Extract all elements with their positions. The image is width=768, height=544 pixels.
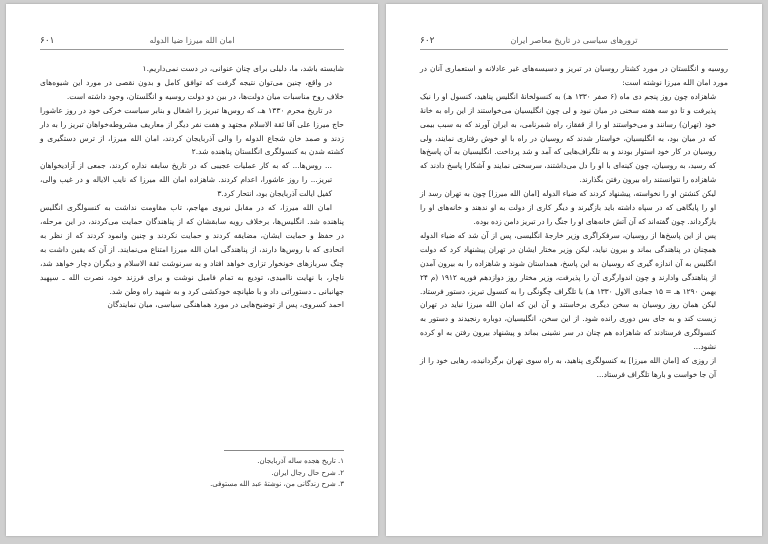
right-page bbox=[386, 4, 762, 536]
running-title: ترورهای سیاسی در تاریخ معاصر ایران bbox=[510, 36, 638, 45]
running-title: امان الله میرزا ضیا الدوله bbox=[149, 36, 235, 45]
quote-paragraph: ... روس‌ها... که به کار عملیات عجیبی که در تاریخ سابقه نداره کردند، جمعی از آزادیخواهان تبریز... را روز عاشورا، اعدام کردند. شاهزاده امان الله میرزا که نایب الایاله و در غیب والی، کفیل ایالت آذربایجان بود، انتحار کرد.۳ bbox=[40, 161, 332, 199]
left-page-header bbox=[40, 34, 344, 50]
right-page-header bbox=[420, 34, 728, 50]
paragraph: احمد کسروی، پس از توضیح‌هایی در مورد هماهنگی سیاسی، میان نمایندگان bbox=[107, 300, 344, 310]
quote-paragraph: لیکن کنشتن او را نخواسته، پیشنهاد کردند که ضیاء الدوله [امان الله میرزا] چون به تهران رسد از او را پایگاهی که در سپاه داشته باید بازگیرند و دیگر کاری از دولت به او ندهند و خانه‌های او را بازگرداند. چون گفته‌اند که آن آتش خانه‌های او را جنگ را در تبریز دامن زده بوده. bbox=[420, 189, 716, 226]
paragraph: روسیه و انگلستان در مورد کشتار روسیان در تبریز و دسیسه‌های غیر عادلانه و استعماری آنان در مورد امان الله میرزا نوشته است: bbox=[420, 64, 728, 87]
paragraph: در واقع، چنین می‌توان نتیجه گرفت که توافق کامل و بدون نقصی در مورد این شیوه‌های خلاف روح مناسبات میان دولت‌ها، در بین دو دولت روسیه و انگلستان، وجود داشته است. bbox=[40, 77, 344, 101]
page-number: ۶۰۱ bbox=[40, 36, 55, 46]
footnote: ۲. شرح حال رجال ایران. bbox=[271, 468, 344, 477]
footnotes bbox=[40, 450, 344, 491]
quote-paragraph: پس از این پاسخ‌ها از روسیان، سرفکراگری وزیر خارجهٔ انگلیسی، پس از آن شد که ضیاء الدوله همچنان در پناهندگی بماند و بیرون نیاید، لیکن وزیر مختار ایشان در تهران پیشنهاد کرد که دولت انگلیس به آن اندازه گیری که روسیان به این پاسخ، همداستان شوند و شاهزاده را به بیرون آمدن از پناهندگی وادارند و چون اندوارگری آن را پذیرفت، وزیر مختار روز دوازدهم فوریه ۱۹۱۲ (م ۲۴ بهمن ۱۲۹۰ هـ = ۱۵ جمادی الاول ۱۳۳۰ هـ) با تلگراف چگونگی را به کنسول تبریز، دستور فرستاد. لیکن همان روز روسیان به سخن دیگری برخاستند و آن این که امان الله میرزا نباید در تهران زیست کند و به جای بس دوری رانده شود. از این سخن، انگلیسیان، دوباره رنجیدند و دستور به کنسولگری فرستادند که شاهزاده هم چنان در سر نشینی بماند و پیشنهاد بیرون رفتن به او کرده نشود... bbox=[420, 230, 716, 352]
paragraph: امان الله میرزا، که در مقابل نیروی مهاجم، تاب مقاومت نداشت به کنسولگری انگلیس پناهنده شد. انگلیس‌ها، برخلاف رویه سابقشان که از پناهندگان حمایت می‌کردند، در این مرحله، در حفظ و حمایت ایشان، مضایقه کردند و حمایت نکردند و چنین وانمود کردند که از نظر به اتحادی که با روس‌ها دارند، از پناهندگی امان الله میرزا امتناع می‌نمایند. از آن که یقین داشت به چنگ سربازهای خونخوار تزاری خواهد افتاد و به سرنوشت ثقة الاسلام و دیگران دچار خواهد شد، ناچار، با نهایت ناامیدی، تودیع به تمام فامیل نوشت و برای فرزند خود، نصرت الله ـ سپهبد جهانبانی ـ دستوراتی داد و با طپانچه خودکشی کرد و به شهید راه وطن شد. bbox=[40, 203, 344, 296]
header-rule bbox=[40, 49, 344, 50]
left-page-body bbox=[40, 62, 344, 312]
right-page-body bbox=[420, 62, 728, 382]
quote-paragraph: شاهزاده چون روز پنجم دی ماه (۶ صفر ۱۳۳۰ هـ) به کنسولخانهٔ انگلیس پناهید، کنسول او را نیک پذیرفت و تا دو سه هفته سخنی در میان نبود و لی چون انگلیسیان می‌خواستند از این راه به خانهٔ خود (تهران) رسانند و می‌خواستند او را از قفقاز، راه شمرنامی، به ایران آورند که به سبب بیمی که در میان بود، به انگلیسیان، خواستار شدند که روسیان در راه با او خوش رفتاری نمایند، ولی روسیان در کار خود استوار بودند و به تلگراف‌هایی که آمد و شد پرداخت. انگلیسیان به آن پاسخ‌ها که رسید، به روسیان، چون کینه‌ای با او را دل می‌داشتند، سرسختی نمایند و آشکارا پاسخ دادند که شاهزاده را نتوانستند راه بیرون رفتن بگذارند. bbox=[420, 91, 716, 185]
footnote-rule bbox=[224, 450, 344, 451]
footnote: ۱. تاریخ هجده ساله آذربایجان. bbox=[257, 457, 344, 465]
quote-paragraph: از روزی که [امان الله میرزا] به کنسولگری پناهید، به راه سوی تهران برگردانیده، رهایی خود را از آن جا خواست و بارها تلگراف فرستاد... bbox=[420, 356, 716, 379]
paragraph: شایسته باشد، ما، دلیلی برای چنان عنوانی، در دست نمی‌داریم.۱ bbox=[142, 64, 344, 73]
left-page bbox=[6, 4, 378, 536]
page-number: ۶۰۲ bbox=[420, 36, 435, 46]
header-rule bbox=[420, 49, 728, 50]
footnote: ۳. شرح زندگانی من، نوشتهٔ عبد الله مستوفی. bbox=[210, 480, 344, 488]
paragraph: در تاریخ محرم ۱۳۳۰ هـ، که روس‌ها تبریز را اشغال و بنابر سیاست خرکی خود در روز عاشورا حاج میرزا علی آقا ثقة الاسلام مجتهد و هفت نفر دیگر از معاریف مشروطه‌خواهان تبریز را به دار زدند و صمد خان شجاع الدوله را والی آذربایجان کردند، امان الله میرزا، از ترس دستگیری و کشته شدن به کنسولگری انگلستان پناهنده شد.۲ bbox=[40, 105, 344, 157]
